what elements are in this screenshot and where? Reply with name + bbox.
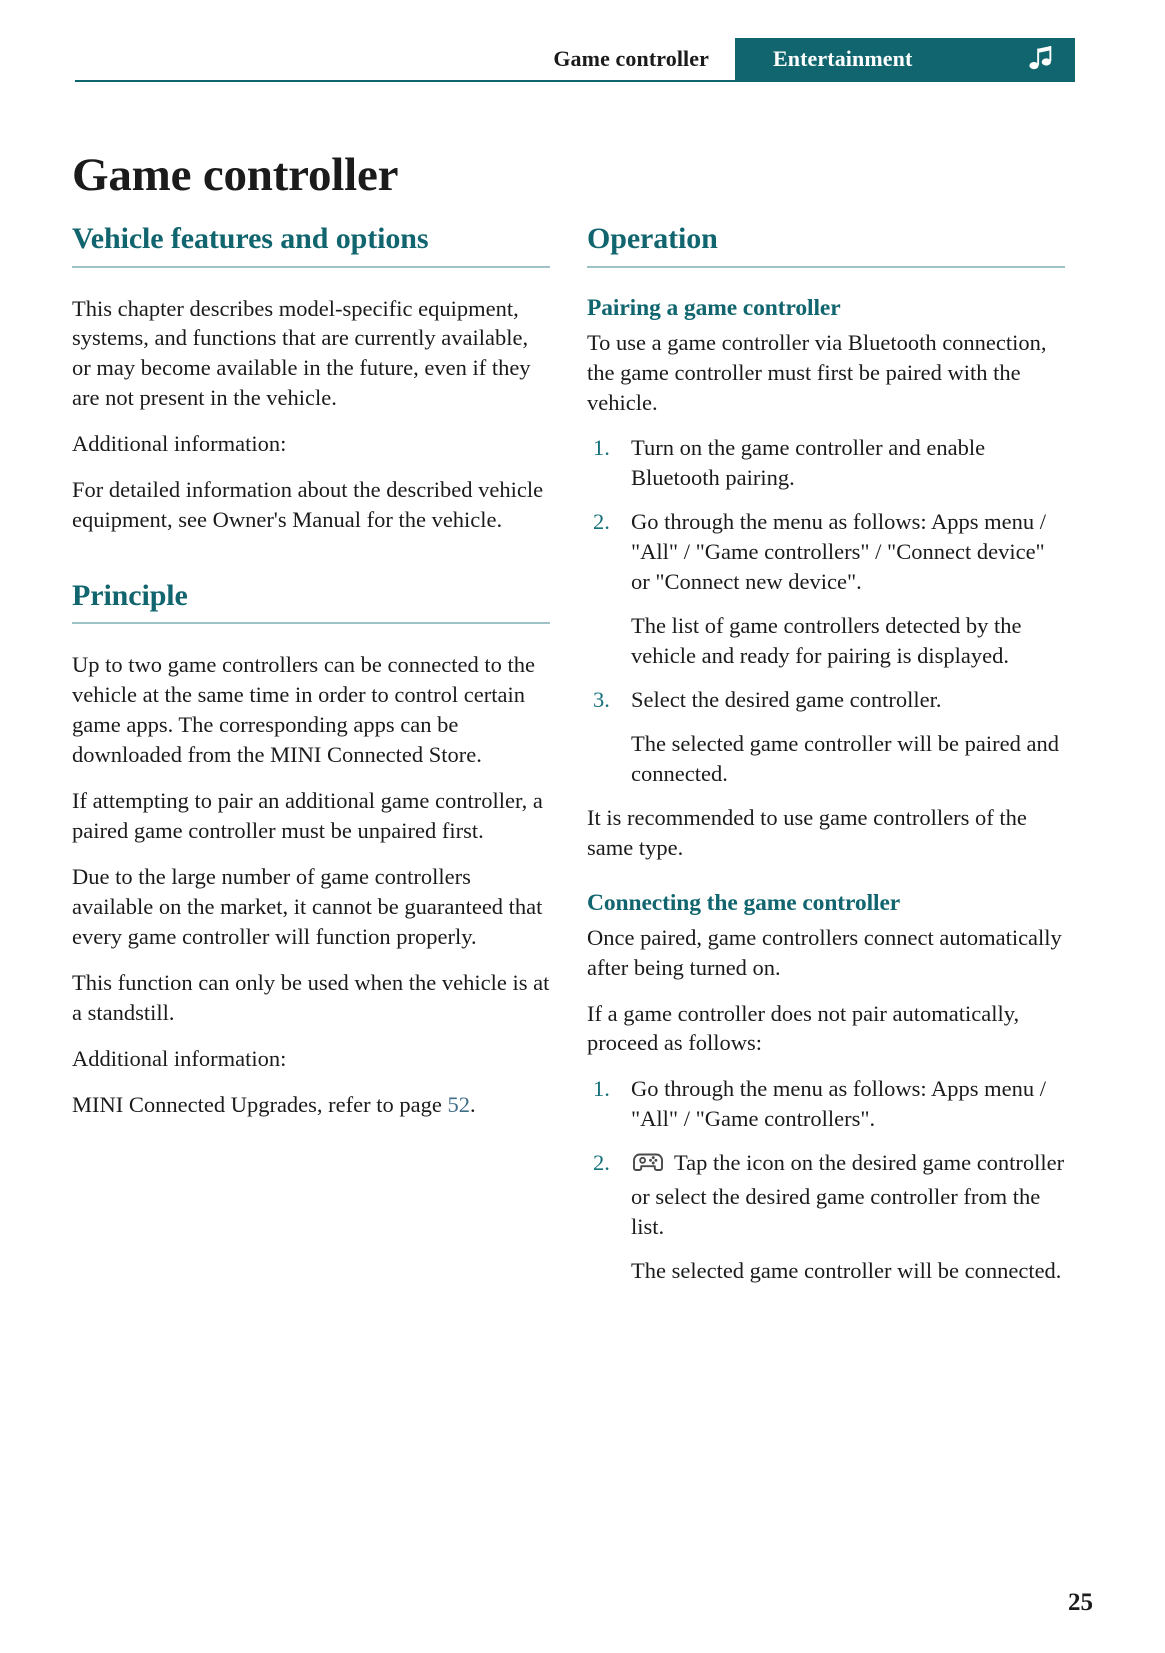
step-number: 2.: [593, 509, 610, 535]
paragraph: Up to two game controllers can be connected to the vehicle at the same time in order to control certain game apps. The corresponding apps can be downloaded from the MINI Connected Store.: [72, 652, 535, 768]
step-number: 1.: [593, 435, 610, 461]
cross-reference-paragraph: [72, 1090, 550, 1120]
section-spacer: [72, 535, 550, 579]
list-item: [587, 1148, 1065, 1286]
section-vehicle-features-and-options: [72, 222, 550, 535]
ordered-step-list: [587, 433, 1065, 788]
paragraph: To use a game controller via Bluetooth connection, the game controller must first be paired with the vehicle.: [587, 329, 1047, 415]
paragraph: Select the desired game controller.: [631, 686, 942, 712]
cross-reference-suffix: .: [469, 1091, 476, 1117]
list-item: [587, 507, 1065, 671]
section-heading: Vehicle features and options: [72, 222, 429, 255]
section-heading: Principle: [72, 578, 188, 612]
paragraph-with-icon: [631, 1148, 1065, 1242]
gamepad-icon: [631, 1150, 665, 1182]
header-divider-rule: [75, 80, 1075, 82]
paragraph: It is recommended to use game controllers of the same type.: [587, 804, 1027, 860]
paragraph: This chapter describes model-specific equipment, systems, and functions that are currently available, or may become available in the future, even if they are not present in the vehicle.: [72, 295, 531, 411]
step-number: 1.: [593, 1076, 610, 1102]
step-text: Tap the icon on the desired game controller or select the desired game controller from the list.: [631, 1150, 1065, 1240]
section-principle: [72, 579, 550, 1119]
list-item: [587, 433, 1065, 493]
paragraph: Turn on the game controller and enable Bluetooth pairing.: [631, 435, 986, 491]
paragraph: Go through the menu as follows: Apps menu / "All" / "Game controllers" / "Connect device" or "Connect new device".: [631, 509, 1046, 595]
paragraph: Go through the menu as follows: Apps menu / "All" / "Game controllers".: [631, 1076, 1046, 1132]
list-item: [587, 1074, 1065, 1134]
header-section-badge: [735, 38, 1075, 80]
step-content: [631, 433, 1065, 493]
subsection-connecting-the-game-controller: [587, 889, 1065, 1286]
step-number: 2.: [593, 1150, 610, 1176]
page-title: Game controller: [72, 149, 399, 202]
paragraph: The selected game controller will be connected.: [631, 1258, 1062, 1283]
right-column: [587, 222, 1065, 1300]
subsection-heading: Pairing a game controller: [587, 294, 841, 321]
running-header: [75, 38, 1075, 80]
step-content: [631, 685, 1065, 789]
page-reference-link[interactable]: 52: [447, 1091, 470, 1117]
list-item: [587, 685, 1065, 789]
header-section-label: Entertainment: [773, 46, 913, 71]
section-heading-rule: [72, 266, 550, 268]
music-note-icon: [1027, 45, 1057, 73]
paragraph: Additional information:: [72, 1045, 287, 1071]
ordered-step-list: [587, 1074, 1065, 1286]
subsection-pairing-a-game-controller: [587, 294, 1065, 863]
step-content: [631, 1074, 1065, 1134]
header-chapter-title: Game controller: [553, 46, 709, 71]
page-number: 25: [1068, 1589, 1093, 1616]
subsection-spacer: [587, 863, 1065, 889]
cross-reference-prefix: MINI Connected Upgrades, refer to page: [72, 1091, 448, 1117]
subsection-heading: Connecting the game controller: [587, 889, 901, 916]
paragraph: Additional information:: [72, 431, 287, 457]
step-number: 3.: [593, 686, 610, 712]
paragraph: The list of game controllers detected by the vehicle and ready for pairing is displayed.: [631, 613, 1022, 668]
step-content: [631, 507, 1065, 671]
paragraph: This function can only be used when the vehicle is at a standstill.: [72, 969, 550, 1025]
paragraph: If a game controller does not pair automatically, proceed as follows:: [587, 1000, 1020, 1056]
paragraph: If attempting to pair an additional game controller, a paired game controller must be unpaired first.: [72, 788, 543, 844]
paragraph: The selected game controller will be paired and connected.: [631, 730, 1059, 786]
two-column-layout: [72, 222, 1075, 1300]
section-heading: Operation: [587, 222, 718, 255]
paragraph: For detailed information about the described vehicle equipment, see Owner's Manual for the vehicle.: [72, 477, 544, 533]
section-heading-rule: [587, 266, 1065, 268]
left-column: [72, 222, 550, 1300]
paragraph: Once paired, game controllers connect automatically after being turned on.: [587, 924, 1062, 980]
paragraph: Due to the large number of game controllers available on the market, it cannot be guaranteed that every game controller will function properly.: [72, 863, 543, 949]
section-heading-rule: [72, 622, 550, 624]
step-content: [631, 1148, 1065, 1286]
